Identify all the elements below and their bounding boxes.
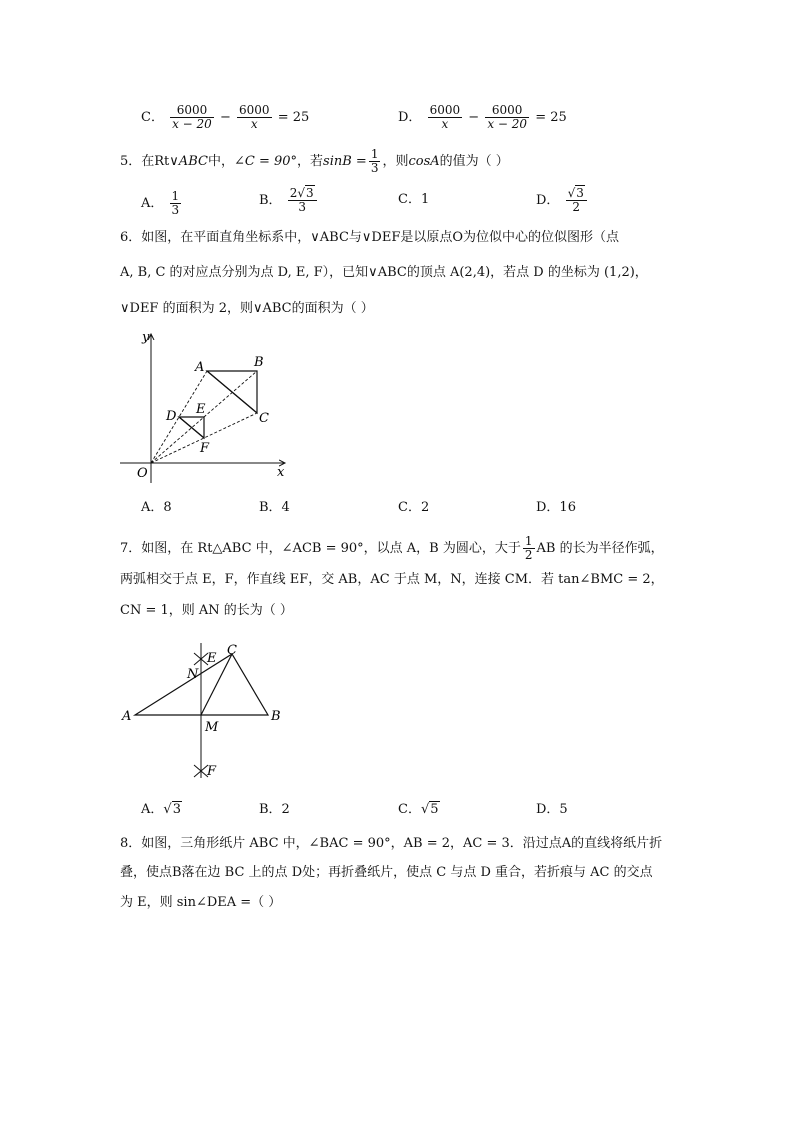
text: ，若: [297, 154, 324, 169]
label-e: E: [207, 651, 217, 666]
label-e: E: [196, 402, 206, 417]
label-y: y: [142, 330, 150, 345]
label-a: A: [195, 360, 205, 375]
q7-figure: [115, 638, 295, 788]
q8-stem-line-1: 8．如图，三角形纸片 ABC 中，∠BAC = 90°，AB = 2，AC = 3．沿过点A的直线将纸片折: [120, 836, 663, 851]
label-f: F: [207, 764, 217, 779]
operator: −: [219, 110, 231, 125]
text: 5．在Rt: [120, 154, 170, 169]
math: ∨ABC: [169, 154, 208, 169]
q7-option-c: [398, 800, 440, 820]
q7-stem-line-2: 两弧相交于点 E，F，作直线 EF，交 AB，AC 于点 M，N，连接 CM．若 tan∠BMC = 2，: [120, 572, 664, 587]
option-label: A．: [141, 802, 164, 817]
option-label: B．: [259, 193, 282, 208]
label-c: C: [227, 643, 237, 658]
numerator: 1: [370, 147, 379, 161]
numerator: 6000: [485, 104, 529, 118]
text: 的值为（ ）: [439, 154, 509, 169]
q6-option-a: A．8: [141, 500, 172, 515]
fraction: [523, 535, 535, 562]
denominator: x − 20: [172, 117, 212, 131]
operator: −: [468, 110, 480, 125]
radicand: 3: [576, 186, 584, 200]
denominator: 3: [298, 200, 306, 214]
option-label: D．: [398, 110, 422, 125]
radicand: 3: [172, 802, 181, 817]
q4-option-c: [141, 104, 309, 131]
numerator: 6000: [239, 103, 270, 117]
q7-option-b: B．2: [259, 802, 290, 817]
math: cosA: [408, 154, 440, 169]
fraction: [566, 187, 587, 214]
label-c: C: [259, 411, 269, 426]
label-o: O: [137, 466, 148, 481]
label-b: B: [254, 355, 264, 370]
text: 7．如图，在 Rt△ABC 中，∠ACB = 90°，以点 A，B 为圆心，大于: [120, 541, 521, 556]
q5-stem: [120, 148, 509, 175]
option-label: A．: [141, 196, 164, 211]
q8-stem-line-3: 为 E，则 sin∠DEA =（ ）: [120, 895, 282, 910]
q6-stem-line-3: ∨DEF 的面积为 2，则∨ABC的面积为（ ）: [120, 301, 374, 316]
q7-stem-line-1: [120, 535, 664, 562]
label-x: x: [277, 465, 285, 480]
fraction: [237, 104, 272, 131]
denominator: 3: [370, 161, 379, 175]
sqrt: √3: [297, 186, 314, 200]
denominator: x: [250, 117, 258, 131]
equation-rhs: = 25: [535, 110, 567, 125]
q7-option-d: D．5: [536, 802, 568, 817]
q5-option-c: C．1: [398, 192, 430, 207]
math: ∠C = 90°: [233, 154, 298, 169]
text: AB 的长为半径作弧，: [536, 541, 664, 556]
denominator: x: [441, 117, 449, 131]
q6-option-d: D．16: [536, 500, 576, 515]
sqrt: √5: [420, 802, 439, 817]
coefficient: 2: [289, 186, 298, 200]
q7-stem-line-3: CN = 1，则 AN 的长为（ ）: [120, 603, 293, 618]
denominator: x − 20: [487, 117, 528, 131]
q5-option-b: [259, 187, 319, 214]
numerator: 6000: [170, 104, 214, 118]
text: ，则: [382, 154, 409, 169]
radicand: 3: [306, 186, 314, 200]
sqrt: √3: [163, 802, 181, 817]
q6-stem-line-1: 6．如图，在平面直角坐标系中，∨ABC与∨DEF是以原点O为位似中心的位似图形（点: [120, 230, 620, 245]
numerator: 6000: [429, 103, 461, 117]
label-n: N: [187, 667, 199, 682]
radicand: 5: [430, 802, 439, 817]
fraction: [170, 190, 182, 217]
label-a: A: [122, 709, 132, 724]
option-label: D．: [536, 193, 560, 208]
q6-stem-line-2: A, B, C 的对应点分别为点 D, E, F），已知∨ABC的顶点 A(2,4)，若点 D 的坐标为 (1,2)，: [120, 265, 648, 280]
label-b: B: [271, 709, 281, 724]
label-m: M: [205, 720, 219, 735]
sqrt: √3: [567, 186, 584, 200]
numerator: 1: [524, 534, 533, 548]
fraction: [369, 148, 381, 175]
q8-stem-line-2: 叠，使点B落在边 BC 上的点 D处；再折叠纸片，使点 C 与点 D 重合，若折痕与 AC 的交点: [120, 865, 653, 880]
q5-option-a: [141, 190, 183, 217]
fraction: [170, 104, 214, 131]
q6-option-c: C．2: [398, 500, 430, 515]
numerator: 1: [171, 189, 180, 203]
fraction: [428, 104, 463, 131]
text: 中，: [207, 154, 234, 169]
option-label: C．: [398, 802, 421, 817]
math: sinB =: [323, 154, 367, 169]
q6-figure: [115, 328, 295, 488]
denominator: 3: [171, 203, 180, 217]
denominator: 2: [524, 548, 533, 562]
q7-option-a: [141, 800, 182, 820]
label-f: F: [200, 441, 210, 456]
equation-rhs: = 25: [277, 110, 310, 125]
denominator: 2: [572, 200, 581, 214]
option-label: C．: [141, 110, 164, 125]
fraction: [288, 187, 317, 214]
q5-option-d: [536, 187, 589, 214]
q6-option-b: B．4: [259, 500, 290, 515]
fraction: [485, 104, 529, 131]
q4-option-d: [398, 104, 567, 131]
label-d: D: [166, 409, 177, 424]
